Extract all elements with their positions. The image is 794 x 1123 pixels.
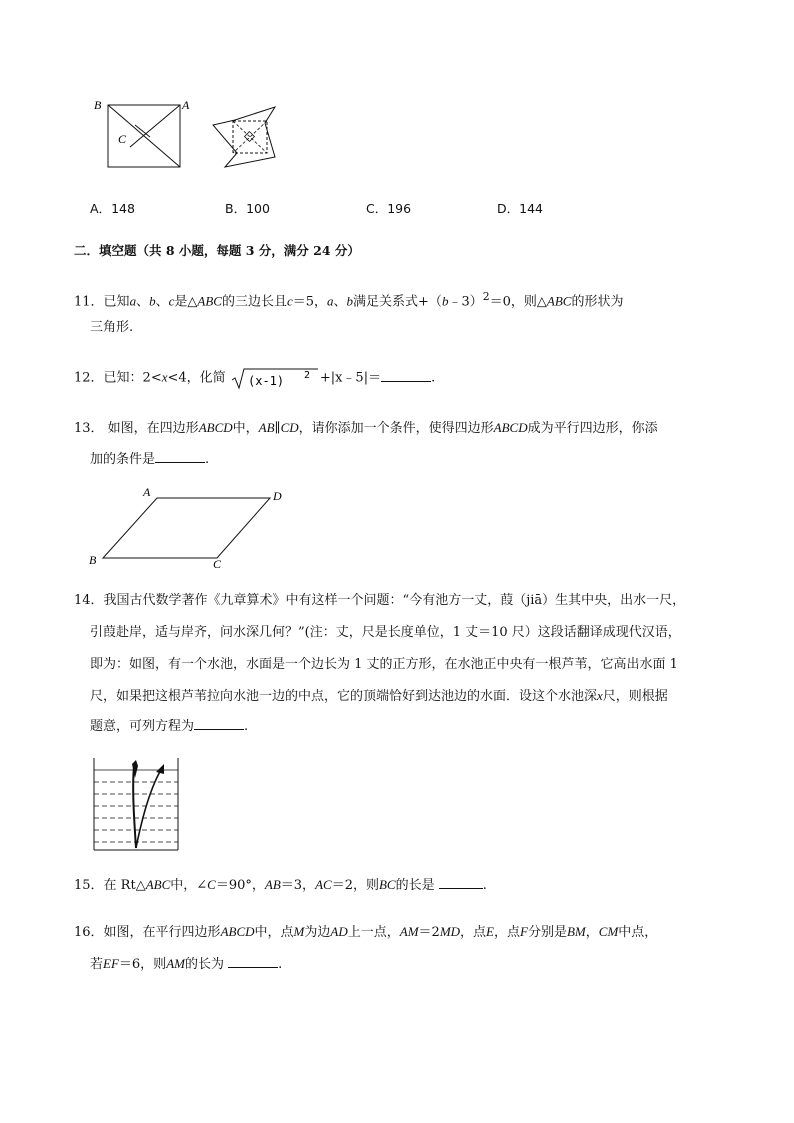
q13-label-d: D [273, 489, 282, 503]
q10-label-b: B [94, 98, 102, 112]
q13-label-b: B [89, 553, 97, 567]
q10-option-b: B．100 [225, 201, 270, 216]
q13-label-a: A [143, 485, 151, 499]
q16-line1: 16．如图，在平行四边形ABCD中，点M为边AD上一点，AM＝2MD，点E，点F分别是BM，CM中点， [74, 924, 658, 940]
q10-label-c: C [118, 132, 127, 146]
q12-radicand: (x-1) [247, 374, 284, 388]
q12-sqrt [230, 366, 320, 390]
q10-option-a: A．148 [90, 201, 135, 216]
q10-option-d: D．144 [497, 201, 543, 216]
q11-line2: 三角形. [90, 320, 134, 335]
q14-line1: 14．我国古代数学著作《九章算术》中有这样一个问题：“今有池方一丈，葭（jiā）生其中央，出水一尺， [74, 593, 686, 608]
section-heading: 二．填空题（共 8 小题，每题 3 分，满分 24 分） [74, 243, 360, 258]
q10-pinwheel-figure [205, 95, 295, 175]
q10-label-a: A [182, 98, 190, 112]
q14-line2: 引葭赴岸，适与岸齐，问水深几何？”(注：丈，尺是长度单位，1 丈＝10 尺）这段话翻译成现代汉语， [90, 625, 681, 640]
q11-line1: 11．已知a、b、c是△ABC的三边长且c＝5，a、b满足关系式+（b﹣3）$^2$＝0，则△ABC的形状为 [74, 290, 624, 310]
q10-option-c: C．196 [366, 201, 412, 216]
q14-answer-blank[interactable] [194, 717, 244, 730]
q14-line3: 即为：如图，有一个水池，水面是一个边长为 1 丈的正方形，在水池正中央有一根芦苇，它高出水面 1 [90, 657, 678, 672]
q12-exponent: 2 [303, 370, 310, 381]
q12-answer-blank[interactable] [381, 369, 431, 382]
q14-pond-figure [92, 758, 182, 852]
q10-square-figure [90, 95, 200, 175]
q12-line: 12．已知：2<x<4，化简 (x-1) 2 +|x﹣5|＝ . [74, 366, 435, 390]
q14-line4: 尺，如果把这根芦苇拉向水池一边的中点，它的顶端恰好到达池边的水面．设这个水池深x尺，则根据 [90, 688, 668, 704]
q15-line: 15．在 Rt△ABC中，∠C＝90°，AB＝3，AC＝2，则BC的长是 . [74, 877, 487, 893]
q16-answer-blank[interactable] [228, 955, 278, 968]
q13-answer-blank[interactable] [155, 450, 205, 463]
q16-line2: 若EF＝6，则AM的长为 . [90, 956, 283, 972]
q13-label-c: C [213, 557, 222, 571]
q13-parallelogram-figure [85, 482, 295, 572]
q13-line1: 13． 如图，在四边形ABCD中，AB∥CD，请你添加一个条件，使得四边形ABCD成为平行四边形，你添 [74, 420, 658, 436]
q15-answer-blank[interactable] [439, 876, 483, 889]
q14-line5: 题意，可列方程为 . [90, 719, 249, 734]
q13-line2: 加的条件是 . [90, 452, 210, 467]
